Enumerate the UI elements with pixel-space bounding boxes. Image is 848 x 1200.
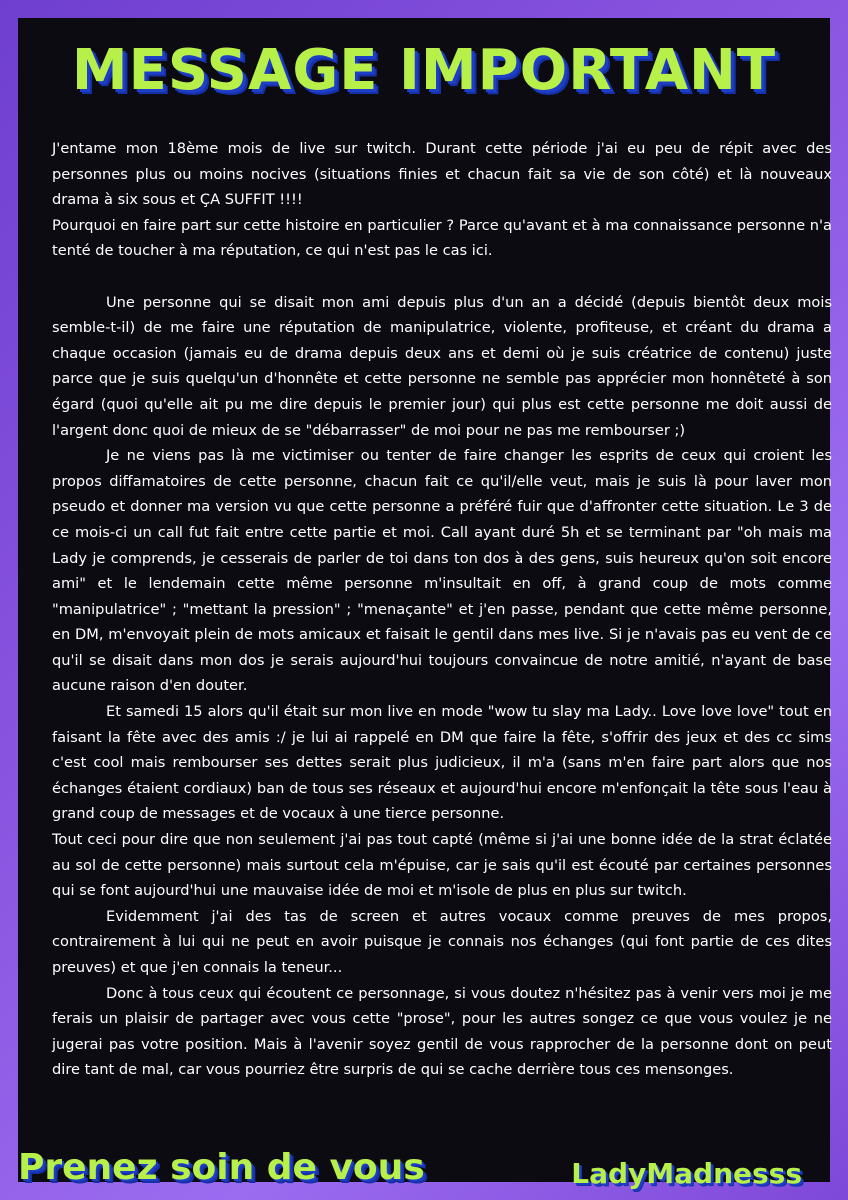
paragraph-intro: J'entame mon 18ème mois de live sur twitch. Durant cette période j'ai eu peu de répit avec des personnes plus ou moins nocives (situations finies et chacun fait sa vie de son côté) et là nouveaux drama à six sous et ÇA SUFFIT !!!! bbox=[52, 140, 832, 209]
paragraph-evidence: Evidemment j'ai des tas de screen et autres vocaux comme preuves de mes propos, contrairement à lui qui ne peut en avoir puisque je connais nos échanges (qui font partie de ces dites preuves) et que j'en connais la teneur... bbox=[52, 907, 832, 976]
paragraph-closing: Donc à tous ceux qui écoutent ce personnage, si vous doutez n'hésitez pas à venir vers moi je me ferais un plaisir de partager avec vous cette "prose", pour les autres songez ce que vous voulez je ne jugerai pas votre position. Mais à l'avenir soyez gentil de vous rapprocher de la personne dont on peut dire tant de mal, car vous pourriez être surpris de qui se cache derrière tous ces mensonges. bbox=[52, 984, 832, 1079]
paragraph-saturday: Et samedi 15 alors qu'il était sur mon live en mode "wow tu slay ma Lady.. Love love love" tout en faisant la fête avec des amis :/ je lui ai rappelé en DM que faire la fête, s'offrir des jeux et des cc sims c'est cool mais rembourser ses dettes serait plus judicieux, il m'a (sans m'en faire part alors que nos échanges étaient cordiaux) ban de tous ses réseaux et aujourd'hui encore m'enfonçait la tête sous l'eau à grand coup de messages et de vocaux à une tierce personne. bbox=[52, 703, 832, 823]
footer-tagline: Prenez soin de vous bbox=[18, 1147, 425, 1188]
paragraph-call: Je ne viens pas là me victimiser ou tenter de faire changer les esprits de ceux qui croient les propos diffamatoires de cette personne, chacun fait ce qu'il/elle veut, mais je suis là pour laver mon pseudo et donner ma version vu que cette personne a préféré fuir que d'affronter cette situation. Le 3 de ce mois-ci un call fut fait entre cette partie et moi. Call ayant duré 5h et se terminant par "oh mais ma Lady je comprends, je cesserais de parler de toi dans ton dos à des gens, suis heureux qu'on soit encore ami" et le lendemain cette même personne m'insultait en off, à grand coup de mots comme "manipulatrice" ; "mettant la pression" ; "menaçante" et j'en passe, pendant que cette même personne, en DM, m'envoyait plein de mots amicaux et faisait le gentil dans mes live. Si je n'avais pas eu vent de ce qu'il se disait dans mon dos je serais aujourd'hui toujours convaincue de notre amitié, n'ayant de base aucune raison d'en douter. bbox=[52, 447, 832, 695]
paragraph-accusation: Une personne qui se disait mon ami depuis plus d'un an a décidé (depuis bientôt deux mois semble-t-il) de me faire une réputation de manipulatrice, violente, profiteuse, et créant du drama a chaque occasion (jamais eu de drama depuis deux ans et demi où je suis créatrice de contenu) juste parce que je suis quelqu'un d'honnête et cette personne ne semble pas apprécier mon honnêteté à son égard (quoi qu'elle ait pu me dire depuis le premier jour) qui plus est cette personne me doit aussi de l'argent donc quoi de mieux de se "débarrasser" de moi pour ne pas me rembourser ;) bbox=[52, 293, 832, 439]
signature: LadyMadnesss bbox=[571, 1157, 802, 1190]
page-title: MESSAGE IMPORTANT bbox=[71, 38, 777, 103]
message-panel bbox=[18, 18, 832, 1190]
paragraph-exhausted: Tout ceci pour dire que non seulement j'ai pas tout capté (même si j'ai une bonne idée de la strat éclatée au sol de cette personne) mais surtout cela m'épuise, car je sais qu'il est écouté par certaines personnes qui se font aujourd'hui une mauvaise idée de moi et m'isole de plus en plus sur twitch. bbox=[52, 831, 832, 900]
message-body bbox=[52, 136, 832, 1083]
paragraph-why: Pourquoi en faire part sur cette histoire en particulier ? Parce qu'avant et à ma connaissance personne n'a tenté de toucher à ma réputation, ce qui n'est pas le cas ici. bbox=[52, 216, 832, 260]
